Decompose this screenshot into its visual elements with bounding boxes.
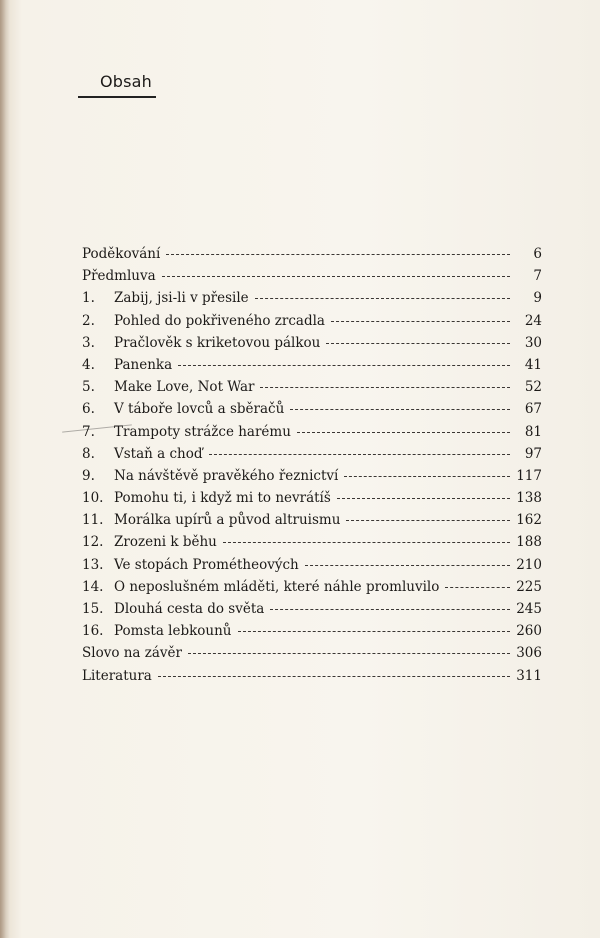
- toc-entry-title: Morálka upírů a původ altruismu: [114, 512, 341, 529]
- toc-entry-title: Pomsta lebkounů: [114, 623, 232, 640]
- toc-entry-number: 3.: [82, 334, 95, 351]
- toc-entry-number: 15.: [82, 601, 104, 617]
- toc-entry-title: Panenka: [114, 356, 173, 373]
- toc-entry-number: 16.: [82, 623, 104, 640]
- toc-entry-title: Na návštěvě pravěkého řeznictví: [114, 467, 339, 484]
- toc-entry-title: Dlouhá cesta do světa: [114, 601, 265, 617]
- toc-entry-title: Zabij, jsi-li v přesile: [114, 290, 249, 307]
- toc-entry-title: Literatura: [82, 667, 152, 684]
- contents-heading: [78, 66, 156, 98]
- toc-entry: [82, 509, 542, 531]
- toc-entry-title: Pomohu ti, i když mi to nevrátíš: [114, 490, 331, 507]
- toc-entry-title: Zrozeni k běhu: [114, 534, 217, 551]
- toc-dash-leader: [260, 387, 510, 388]
- toc-entry: [82, 576, 542, 598]
- toc-dash-leader: [209, 454, 510, 455]
- toc-dash-leader: [162, 276, 510, 277]
- toc-entry-title: Pohled do pokřiveného zrcadla: [114, 312, 325, 329]
- toc-entry-page: 81: [524, 423, 542, 440]
- toc-entry: [82, 310, 542, 332]
- heading-underline: [78, 96, 156, 98]
- toc-entry: [82, 376, 542, 398]
- toc-entry-number: 11.: [82, 512, 104, 529]
- toc-dash-leader: [270, 609, 510, 610]
- toc-dash-leader: [188, 653, 510, 654]
- toc-entry-page: 7: [533, 268, 542, 285]
- toc-entry-number: 14.: [82, 578, 104, 595]
- toc-entry-number: 13.: [82, 556, 104, 573]
- toc-entry: [82, 398, 542, 420]
- toc-dash-leader: [166, 254, 510, 255]
- page-edge-shadow: [0, 0, 10, 938]
- toc-entry-page: 210: [516, 556, 542, 573]
- toc-entry-title: V táboře lovců a sběračů: [114, 401, 285, 418]
- toc-entry-number: 4.: [82, 356, 95, 373]
- toc-dash-leader: [337, 498, 510, 499]
- toc-entry: [82, 598, 542, 620]
- toc-entry-page: 9: [533, 290, 542, 307]
- toc-entry-number: 5.: [82, 379, 95, 396]
- toc-entry-page: 117: [516, 467, 542, 484]
- toc-entry-page: 225: [516, 578, 542, 595]
- toc-entry-page: 162: [516, 512, 542, 529]
- toc-dash-leader: [346, 520, 510, 521]
- toc-entry-title: Make Love, Not War: [114, 379, 255, 396]
- toc-entry-title: Pračlověk s kriketovou pálkou: [114, 334, 321, 351]
- toc-entry-title: Ve stopách Prométheových: [114, 556, 299, 573]
- toc-entry: [82, 354, 542, 376]
- toc-dash-leader: [178, 365, 510, 366]
- toc-entry: [82, 265, 542, 287]
- toc-entry: [82, 554, 542, 576]
- toc-entry: [82, 287, 542, 309]
- toc-entry: [82, 487, 542, 509]
- toc-entry-title: Vstaň a choď: [114, 445, 203, 462]
- toc-entry-page: 97: [524, 445, 542, 462]
- toc-entry-number: 1.: [82, 290, 95, 307]
- toc-dash-leader: [297, 432, 510, 433]
- toc-entry-title: Předmluva: [82, 268, 156, 285]
- table-of-contents: [82, 243, 542, 687]
- contents-heading-text: Obsah: [99, 72, 152, 91]
- toc-entry: [82, 243, 542, 265]
- toc-entry-number: 6.: [82, 401, 95, 418]
- toc-entry: [82, 531, 542, 553]
- toc-entry-page: 138: [516, 490, 542, 507]
- toc-entry: [82, 443, 542, 465]
- toc-dash-leader: [238, 631, 511, 632]
- toc-entry-title: Trampoty strážce harému: [114, 423, 291, 440]
- toc-entry: [82, 421, 542, 443]
- toc-dash-leader: [326, 343, 510, 344]
- toc-entry-number: 7.: [82, 423, 95, 440]
- toc-entry-page: 306: [516, 645, 542, 662]
- toc-entry-number: 2.: [82, 312, 95, 329]
- toc-entry-title: Slovo na závěr: [82, 645, 183, 662]
- toc-dash-leader: [290, 409, 510, 410]
- toc-entry-page: 52: [524, 379, 542, 396]
- toc-entry-title: O neposlušném mláděti, které náhle promluvilo: [114, 578, 440, 595]
- toc-entry-page: 41: [524, 356, 542, 373]
- toc-dash-leader: [445, 587, 510, 588]
- toc-entry-page: 67: [524, 401, 542, 418]
- toc-entry-number: 9.: [82, 467, 95, 484]
- toc-dash-leader: [223, 542, 510, 543]
- toc-entry-page: 188: [516, 534, 542, 551]
- toc-entry-number: 10.: [82, 490, 104, 507]
- toc-dash-leader: [344, 476, 510, 477]
- toc-entry-page: 260: [516, 623, 542, 640]
- toc-entry-number: 12.: [82, 534, 104, 551]
- toc-entry-page: 245: [516, 601, 542, 617]
- toc-entry-page: 311: [516, 667, 542, 684]
- toc-entry: [82, 665, 542, 687]
- toc-entry-page: 24: [524, 312, 542, 329]
- toc-entry-title: Poděkování: [82, 246, 161, 262]
- toc-dash-leader: [331, 321, 510, 322]
- toc-entry-number: 8.: [82, 445, 95, 462]
- toc-dash-leader: [255, 298, 510, 299]
- toc-dash-leader: [305, 565, 510, 566]
- toc-dash-leader: [158, 676, 510, 677]
- toc-entry: [82, 332, 542, 354]
- toc-entry: [82, 642, 542, 664]
- toc-entry-page: 6: [533, 246, 542, 262]
- toc-entry: [82, 465, 542, 487]
- toc-entry: [82, 620, 542, 642]
- toc-entry-page: 30: [524, 334, 542, 351]
